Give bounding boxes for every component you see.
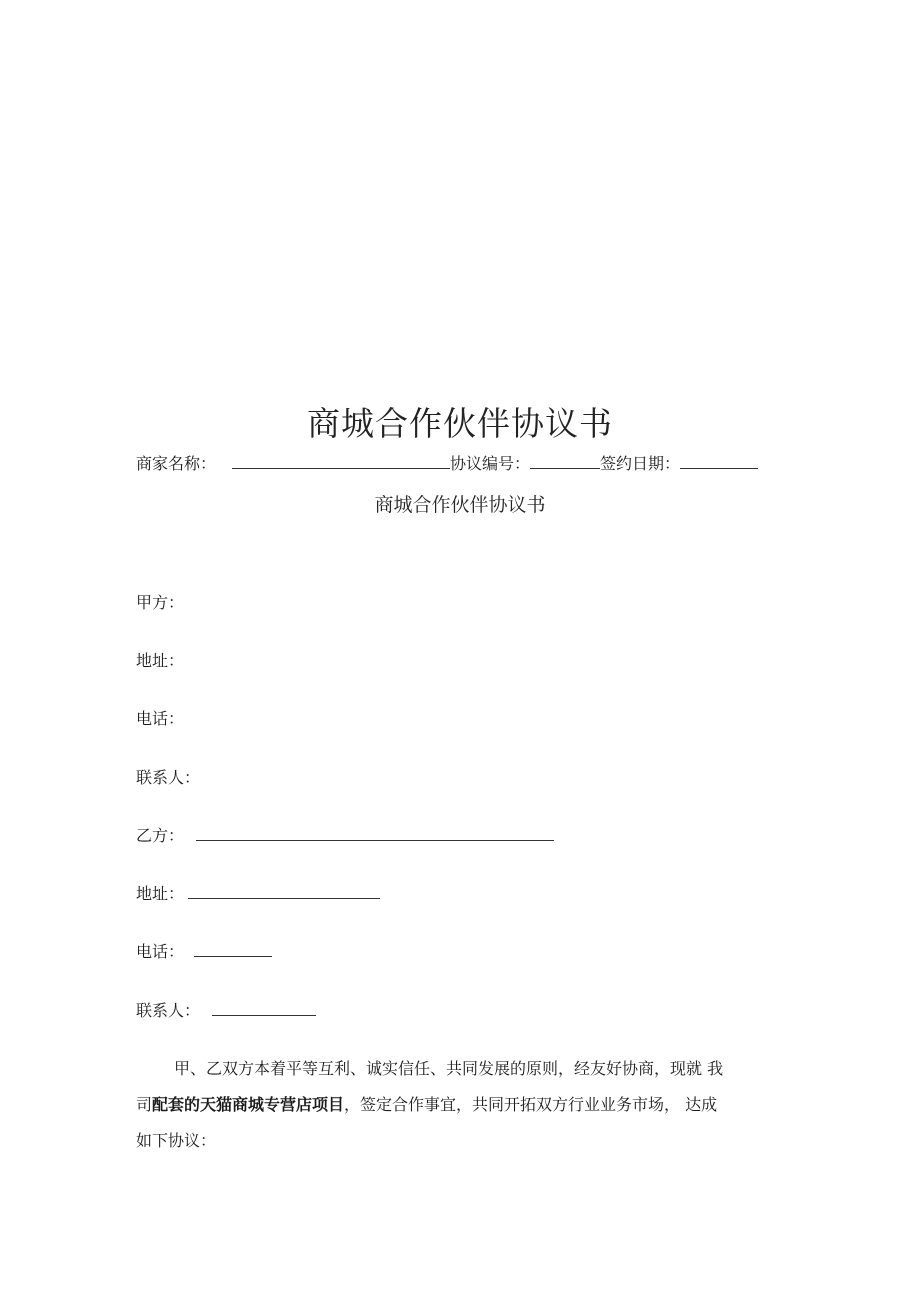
agreement-number-label: 协议编号： xyxy=(450,454,531,473)
sign-date-label: 签约日期： xyxy=(600,454,681,473)
party-a-address-label: 地址： xyxy=(136,651,185,670)
merchant-name-label: 商家名称： xyxy=(136,454,217,473)
party-b-phone-blank[interactable] xyxy=(194,942,272,957)
party-b-contact-label: 联系人： xyxy=(136,1001,201,1020)
intro-line-1 xyxy=(136,1051,781,1087)
intro-paragraph xyxy=(136,1051,781,1159)
party-a-address-field xyxy=(136,648,184,671)
header-info-line xyxy=(136,451,786,474)
merchant-name-blank[interactable] xyxy=(232,454,450,469)
party-b-address-field xyxy=(136,881,380,904)
intro-line-1-text: 甲、乙双方本着平等互利、诚实信任、共同发展的原则，经友好协商，现就 xyxy=(174,1059,703,1078)
party-a-phone-field xyxy=(136,706,184,729)
intro-line-2 xyxy=(136,1087,781,1123)
party-b-label: 乙方： xyxy=(136,826,185,845)
party-b-name-blank[interactable] xyxy=(196,826,554,841)
agreement-number-blank[interactable] xyxy=(530,454,600,469)
party-a-contact-label: 联系人： xyxy=(136,768,201,787)
intro-line-2-start: 司 xyxy=(136,1095,153,1114)
intro-project-name: 配套的天猫商城专营店项目 xyxy=(152,1095,345,1114)
intro-line-3: 如下协议： xyxy=(136,1131,217,1150)
document-title: 商城合作伙伴协议书 xyxy=(307,404,613,443)
party-b-phone-field xyxy=(136,939,272,962)
party-a-contact-field xyxy=(136,765,200,788)
document-subtitle: 商城合作伙伴协议书 xyxy=(374,494,546,516)
intro-line-1-end: 我 xyxy=(707,1059,724,1078)
party-b-address-label: 地址： xyxy=(136,884,185,903)
party-b-contact-blank[interactable] xyxy=(212,1001,316,1016)
party-b-phone-label: 电话： xyxy=(136,942,185,961)
party-b-contact-field xyxy=(136,998,316,1021)
intro-line-2-end: 达成 xyxy=(685,1095,718,1114)
party-b-address-blank[interactable] xyxy=(188,884,380,899)
party-a-phone-label: 电话： xyxy=(136,709,185,728)
party-a-field xyxy=(136,590,184,613)
intro-line-2-text: ，签定合作事宜，共同开拓双方行业业务市场， xyxy=(344,1095,681,1114)
party-a-label: 甲方： xyxy=(136,593,185,612)
party-b-field xyxy=(136,823,554,846)
sign-date-blank[interactable] xyxy=(680,454,758,469)
